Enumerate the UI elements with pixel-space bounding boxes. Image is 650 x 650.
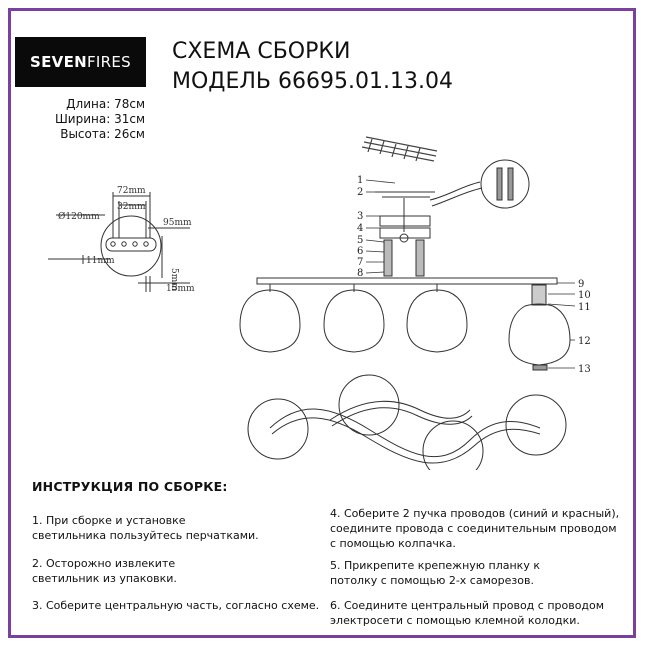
part-4: 4 [357, 223, 364, 234]
dim-32: 32mm [117, 202, 146, 212]
part-12: 12 [578, 336, 591, 347]
part-8: 8 [357, 268, 364, 279]
instruction-step-1: 1. При сборке и установке светильника пользуйтесь перчатками. [32, 514, 259, 542]
dimension-height: Высота: 26см [60, 127, 145, 141]
part-9: 9 [578, 279, 585, 290]
instruction-step-4: 4. Соберите 2 пучка проводов (синий и красный), соедините провода с соединительным проводом с помощью колпачка. [330, 507, 620, 550]
dim-95: 95mm [163, 218, 192, 228]
instruction-step-6: 6. Соедините центральный провод с проводом электросети с помощью клемной колодки. [330, 599, 605, 627]
instruction-step-5: 5. Прикрепите крепежную планку к потолку с помощью 2-х саморезов. [330, 559, 540, 587]
part-5: 5 [357, 235, 364, 246]
title-line-1: СХЕМА СБОРКИ [172, 39, 351, 64]
dim-11: 11mm [86, 256, 115, 266]
dimension-length: Длина: 78см [66, 97, 145, 111]
dimensions-block [55, 97, 145, 142]
title-line-2: МОДЕЛЬ 66695.01.13.04 [172, 69, 453, 94]
part-6: 6 [357, 246, 364, 257]
part-13: 13 [578, 364, 591, 375]
dim-5: 5mm [169, 268, 179, 291]
part-2: 2 [357, 187, 364, 198]
part-1: 1 [357, 175, 364, 186]
dim-72: 72mm [117, 186, 146, 196]
part-3: 3 [357, 211, 364, 222]
part-7: 7 [357, 257, 364, 268]
dimension-width: Ширина: 31см [54, 112, 145, 126]
instruction-step-2: 2. Осторожно извлеките светильник из упаковки. [32, 557, 177, 585]
dim-d120: Ø120mm [58, 212, 100, 222]
brand-logo [15, 37, 146, 87]
part-10: 10 [578, 290, 591, 301]
brand-regular: FIRES [86, 53, 131, 71]
instructions-title: ИНСТРУКЦИЯ ПО СБОРКЕ: [32, 479, 228, 494]
dim-15: 15mm [166, 284, 195, 294]
part-11: 11 [578, 302, 591, 313]
brand-bold: SEVEN [30, 53, 87, 71]
page-title [172, 37, 453, 97]
instruction-step-3: 3. Соберите центральную часть, согласно схеме. [32, 599, 320, 612]
